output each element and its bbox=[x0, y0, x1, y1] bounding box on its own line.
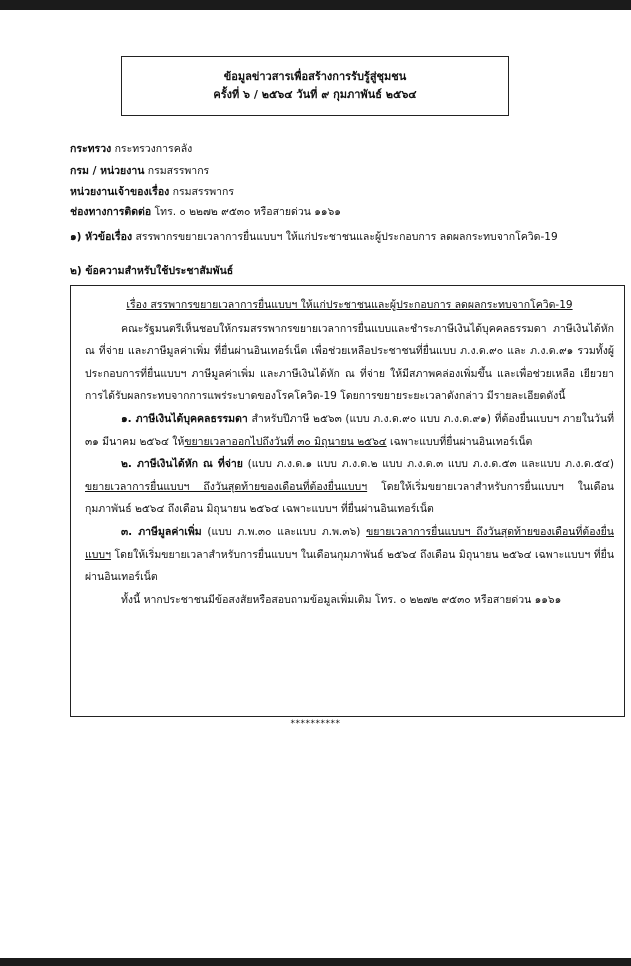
pr-item-3-title: ๓. ภาษีมูลค่าเพิ่ม bbox=[121, 525, 202, 538]
end-of-document-stars: ********** bbox=[290, 719, 341, 729]
pr-closing-paragraph: ทั้งนี้ หากประชาชนมีข้อสงสัยหรือสอบถามข้อมูลเพิ่มเติม โทร. ๐ ๒๒๗๒ ๙๕๓๐ หรือสายด่วน ๑๑๖๑ bbox=[121, 593, 562, 606]
document-title: ข้อมูลข่าวสารเพื่อสร้างการรับรู้สู่ชุมชน bbox=[223, 70, 407, 83]
meta-ministry bbox=[70, 142, 192, 156]
pr-intro-paragraph: คณะรัฐมนตรีเห็นชอบให้กรมสรรพากรขยายเวลาการยื่นแบบและชำระภาษีเงินได้บุคคลธรรมดา ภาษีเงินได้หัก ณ ที่จ่าย และภาษีมูลค่าเพิ่ม ที่ยื่นผ่านอินเทอร์เน็ต เพื่อช่วยเหลือประชาชนที่ยื่นแบบ ภ.ง.ด.๙๐ และ ภ.ง.ด.๙๑ รวมทั้งผู้ประกอบการที่ยื่นแบบฯ ภาษีมูลค่าเพิ่ม และภาษีเงินได้หัก ณ ที่จ่าย ให้มีสภาพคล่องเพิ่มขึ้น และเพื่อช่วยเหลือ เยียวยาการได้รับผลกระทบจากการแพร่ระบาดของโรคโควิด-19 โดยการขยายระยะเวลาดังกล่าว มีรายละเอียดดังนี้ bbox=[85, 322, 614, 403]
meta-contact-value: โทร. ๐ ๒๒๗๒ ๙๕๓๐ หรือสายด่วน ๑๑๖๑ bbox=[154, 206, 341, 218]
meta-owner-label: หน่วยงานเจ้าของเรื่อง bbox=[70, 186, 170, 198]
pr-item-1-title: ๑. ภาษีเงินได้บุคคลธรรมดา bbox=[121, 412, 248, 425]
top-dark-bar bbox=[0, 0, 631, 10]
section-topic-label: ๑) หัวข้อเรื่อง bbox=[70, 231, 133, 243]
pr-item-2-text-a: (แบบ ภ.ง.ด.๑ แบบ ภ.ง.ด.๒ แบบ ภ.ง.ด.๓ แบบ ภ.ง.ด.๕๓ และแบบ ภ.ง.ด.๕๔) bbox=[242, 458, 614, 471]
pr-item-3 bbox=[85, 521, 614, 589]
meta-department bbox=[70, 164, 209, 178]
meta-owner-value: กรมสรรพากร bbox=[172, 186, 235, 198]
meta-department-label: กรม / หน่วยงาน bbox=[70, 165, 145, 177]
section-topic bbox=[70, 230, 558, 244]
pr-item-1-text-b: เฉพาะแบบที่ยื่นผ่านอินเทอร์เน็ต bbox=[386, 435, 533, 448]
meta-owner bbox=[70, 185, 234, 199]
pr-item-2-title: ๒. ภาษีเงินได้หัก ณ ที่จ่าย bbox=[121, 458, 243, 471]
meta-ministry-value: กระทรวงการคลัง bbox=[114, 143, 193, 155]
meta-contact-label: ช่องทางการติดต่อ bbox=[70, 206, 152, 218]
pr-message-box bbox=[70, 285, 625, 717]
section-pr-label: ๒) ข้อความสำหรับใช้ประชาสัมพันธ์ bbox=[70, 265, 234, 277]
pr-item-2 bbox=[85, 453, 614, 521]
bottom-dark-bar bbox=[0, 958, 631, 966]
section-pr-message bbox=[70, 264, 233, 278]
pr-item-2-underlined: ขยายเวลาการยื่นแบบฯ ถึงวันสุดท้ายของเดือนที่ต้องยื่นแบบฯ bbox=[85, 480, 368, 493]
pr-item-1 bbox=[85, 408, 614, 453]
pr-item-3-text-a: (แบบ ภ.พ.๓๐ และแบบ ภ.พ.๓๖) bbox=[201, 525, 367, 538]
meta-contact bbox=[70, 205, 341, 219]
pr-headline: เรื่อง สรรพากรขยายเวลาการยื่นแบบฯ ให้แก่ประชาชนและผู้ประกอบการ ลดผลกระทบจากโควิด-19 bbox=[126, 299, 573, 311]
pr-item-3-text-b: โดยให้เริ่มขยายเวลาสำหรับการยื่นแบบฯ ในเดือนกุมภาพันธ์ ๒๕๖๔ ถึงเดือน มิถุนายน ๒๕๖๔ เฉพาะแบบฯ ที่ยื่นผ่านอินเทอร์เน็ต bbox=[85, 548, 614, 584]
pr-item-1-text-a: สำหรับปีภาษี ๒๕๖๓ (แบบ ภ.ง.ด.๙๐ แบบ ภ.ง.ด.๙๑) ที่ต้องยื่นแบบฯ ภายในวันที่ ๓๑ มีนาคม ๒๕๖๔ ให้ bbox=[85, 412, 615, 448]
section-topic-value: สรรพากรขยายเวลาการยื่นแบบฯ ให้แก่ประชาชนและผู้ประกอบการ ลดผลกระทบจากโควิด-19 bbox=[135, 231, 558, 243]
meta-ministry-label: กระทรวง bbox=[70, 143, 112, 155]
pr-item-2-text-b: โดยให้เริ่มขยายเวลาสำหรับการยื่นแบบฯ ในเดือนกุมภาพันธ์ ๒๕๖๔ ถึงเดือน มิถุนายน ๒๕๖๔ เฉพาะแบบฯ ที่ยื่นผ่านอินเทอร์เน็ต bbox=[85, 480, 614, 516]
document-issue-line: ครั้งที่ ๖ / ๒๕๖๔ วันที่ ๙ กุมภาพันธ์ ๒๕๖๔ bbox=[213, 88, 417, 101]
meta-department-value: กรมสรรพากร bbox=[147, 165, 210, 177]
pr-item-1-underlined: ขยายเวลาออกไปถึงวันที่ ๓๐ มิถุนายน ๒๕๖๔ bbox=[184, 435, 387, 448]
pr-item-3-underlined: ขยายเวลาการยื่นแบบฯ ถึงวันสุดท้ายของเดือนที่ต้องยื่นแบบฯ bbox=[85, 525, 614, 561]
document-title-box bbox=[121, 56, 509, 116]
